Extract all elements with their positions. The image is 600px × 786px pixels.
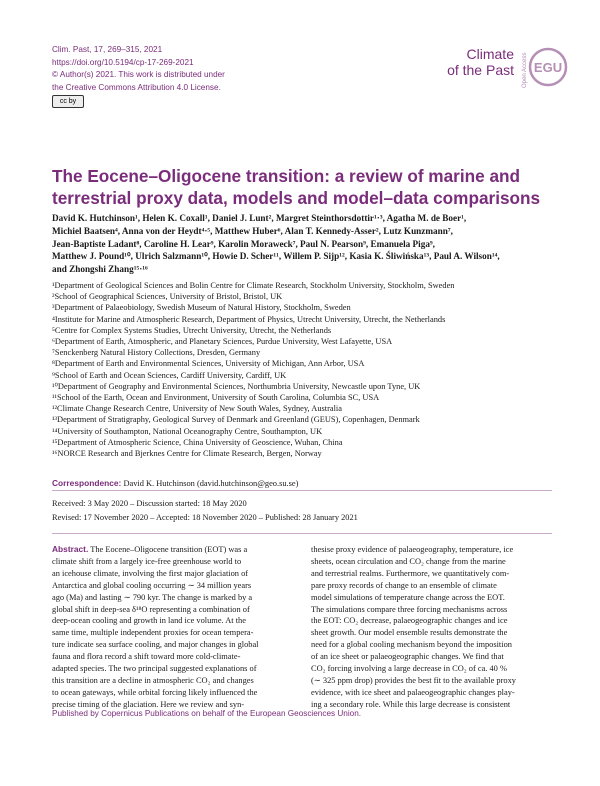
correspondence-label: Correspondence: bbox=[52, 478, 122, 488]
affiliation: ⁴Institute for Marine and Atmospheric Research, Department of Physics, Utrecht University, Utrecht, the Netherlands bbox=[52, 314, 446, 324]
svg-text:Open Access: Open Access bbox=[522, 52, 528, 88]
svg-text:EGU: EGU bbox=[533, 60, 563, 75]
author-list: David K. Hutchinson¹, Helen K. Coxall¹, Daniel J. Lunt², Margret Steinthorsdottir¹·³, Agatha M. de Boer¹, Michiel Baatsen⁴, Anna von der Heydt⁴·⁵, Matthew Huber⁶, Alan T. Kennedy-Asser², Lutz Kunzmann⁷, Jean-Baptiste Ladant⁸, Caroline H. Lear⁹, Karolin Moraweck⁷, Paul N. Pearson⁹, Emanuela Piga⁹, Matthew J. Pound¹⁰, Ulrich Salzmann¹⁰, Howie D. Scher¹¹, Willem P. Sijp¹², Kasia K. Śliwińska¹³, Paul A. Wilson¹⁴, and Zhongshi Zhang¹⁵·¹⁶ bbox=[52, 213, 500, 275]
affiliation: ¹⁶NORCE Research and Bjerknes Centre for Climate Research, Bergen, Norway bbox=[52, 449, 322, 459]
paper-title: The Eocene–Oligocene transition: a review of marine and terrestrial proxy data, models and model–data comparisons bbox=[52, 166, 541, 208]
affiliation: ⁶Department of Earth, Atmospheric, and Planetary Sciences, Purdue University, West Lafayette, USA bbox=[52, 337, 393, 347]
affiliation: ⁸Department of Earth and Environmental Sciences, University of Michigan, Ann Arbor, USA bbox=[52, 359, 365, 369]
citation: Clim. Past, 17, 269–315, 2021 bbox=[52, 45, 163, 54]
affiliation: ³Department of Palaeobiology, Swedish Museum of Natural History, Stockholm, Sweden bbox=[52, 303, 351, 313]
copyright-line-2[interactable]: the Creative Commons Attribution 4.0 License. bbox=[52, 82, 221, 92]
correspondence bbox=[52, 478, 298, 488]
divider bbox=[52, 533, 552, 534]
affiliation-list bbox=[52, 280, 552, 459]
affiliation: ¹⁴University of Southampton, National Oceanography Centre, Southampton, UK bbox=[52, 426, 323, 436]
cc-license-badge[interactable]: cc by bbox=[52, 95, 84, 108]
affiliation: ¹²Climate Change Research Centre, University of New South Wales, Sydney, Australia bbox=[52, 404, 342, 414]
citation-block bbox=[52, 44, 352, 94]
affiliation: ⁷Senckenberg Natural History Collections, Dresden, Germany bbox=[52, 348, 261, 358]
affiliation: ²School of Geographical Sciences, University of Bristol, Bristol, UK bbox=[52, 292, 283, 302]
open-access-label bbox=[518, 40, 528, 90]
journal-name: Climate of the Past bbox=[447, 46, 514, 78]
doi-link[interactable]: https://doi.org/10.5194/cp-17-269-2021 bbox=[52, 57, 194, 67]
divider bbox=[52, 490, 552, 491]
correspondence-email[interactable]: David K. Hutchinson (david.hutchinson@geo.su.se) bbox=[123, 479, 299, 488]
affiliation: ¹³Department of Stratigraphy, Geological Survey of Denmark and Greenland (GEUS), Copenhagen, Denmark bbox=[52, 415, 420, 425]
abstract-heading: Abstract. bbox=[52, 544, 89, 554]
publication-dates: Received: 3 May 2020 – Discussion started: 18 May 2020 Revised: 17 November 2020 – Accepted: 18 November 2020 – Published: 28 January 2021 bbox=[52, 499, 358, 522]
affiliation: ¹¹School of the Earth, Ocean and Environment, University of South Carolina, Columbia SC, USA bbox=[52, 393, 380, 403]
abstract-column-left: Abstract. The Eocene–Oligocene transition (EOT) was a climate shift from a largely ice-free greenhouse world to an icehouse climate, involving the first major glaciation of Antarctica and global cooling occurring ∼ 34 million years ago (Ma) and lasting ∼ 790 kyr. The change is marked by a global shift in deep-sea δ¹⁸O representing a combination of deep-ocean cooling and growth in land ice volume. At the same time, multiple independent proxies for ocean tempera- ture indicate sea surface cooling, and major changes in global fauna and flora record a shift toward more cold-climate- adapted species. The two principal suggested explanations of this transition are a decline in atmospheric CO₂ and changes to ocean gateways, while orbital forcing likely influenced the precise timing of the glaciation. Here we review and syn- bbox=[52, 544, 259, 709]
egu-logo-icon bbox=[528, 47, 568, 87]
affiliation: ⁹School of Earth and Ocean Sciences, Cardiff University, Cardiff, UK bbox=[52, 370, 287, 380]
affiliation: ¹⁵Department of Atmospheric Science, China University of Geoscience, Wuhan, China bbox=[52, 437, 343, 447]
abstract-column-right: thesise proxy evidence of palaeogeography, temperature, ice sheets, ocean circulation and CO₂ change from the marine and terrestrial realms. Furthermore, we quantitatively com- pare proxy records of change to an ensemble of climate model simulations of temperature change across the EOT. The simulations compare three forcing mechanisms across the EOT: CO₂ decrease, palaeogeographic changes and ice sheet growth. Our model ensemble results demonstrate the need for a global cooling mechanism beyond the imposition of an ice sheet or palaeogeographic changes. We find that CO₂ forcing involving a large decrease in CO₂ of ca. 40 % (∼ 325 ppm drop) provides the best fit to the available proxy evidence, with ice sheet and palaeogeographic changes play- ing a secondary role. While this large decrease is consistent bbox=[311, 545, 516, 709]
copyright-line-1: © Author(s) 2021. This work is distributed under bbox=[52, 70, 225, 79]
publisher-footer: Published by Copernicus Publications on behalf of the European Geosciences Union. bbox=[52, 709, 362, 718]
affiliation: ¹⁰Department of Geography and Environmental Sciences, Northumbria University, Newcastle upon Tyne, UK bbox=[52, 381, 421, 391]
affiliation: ⁵Centre for Complex Systems Studies, Utrecht University, Utrecht, the Netherlands bbox=[52, 325, 332, 335]
affiliation: ¹Department of Geological Sciences and Bolin Centre for Climate Research, Stockholm University, Stockholm, Sweden bbox=[52, 281, 455, 290]
